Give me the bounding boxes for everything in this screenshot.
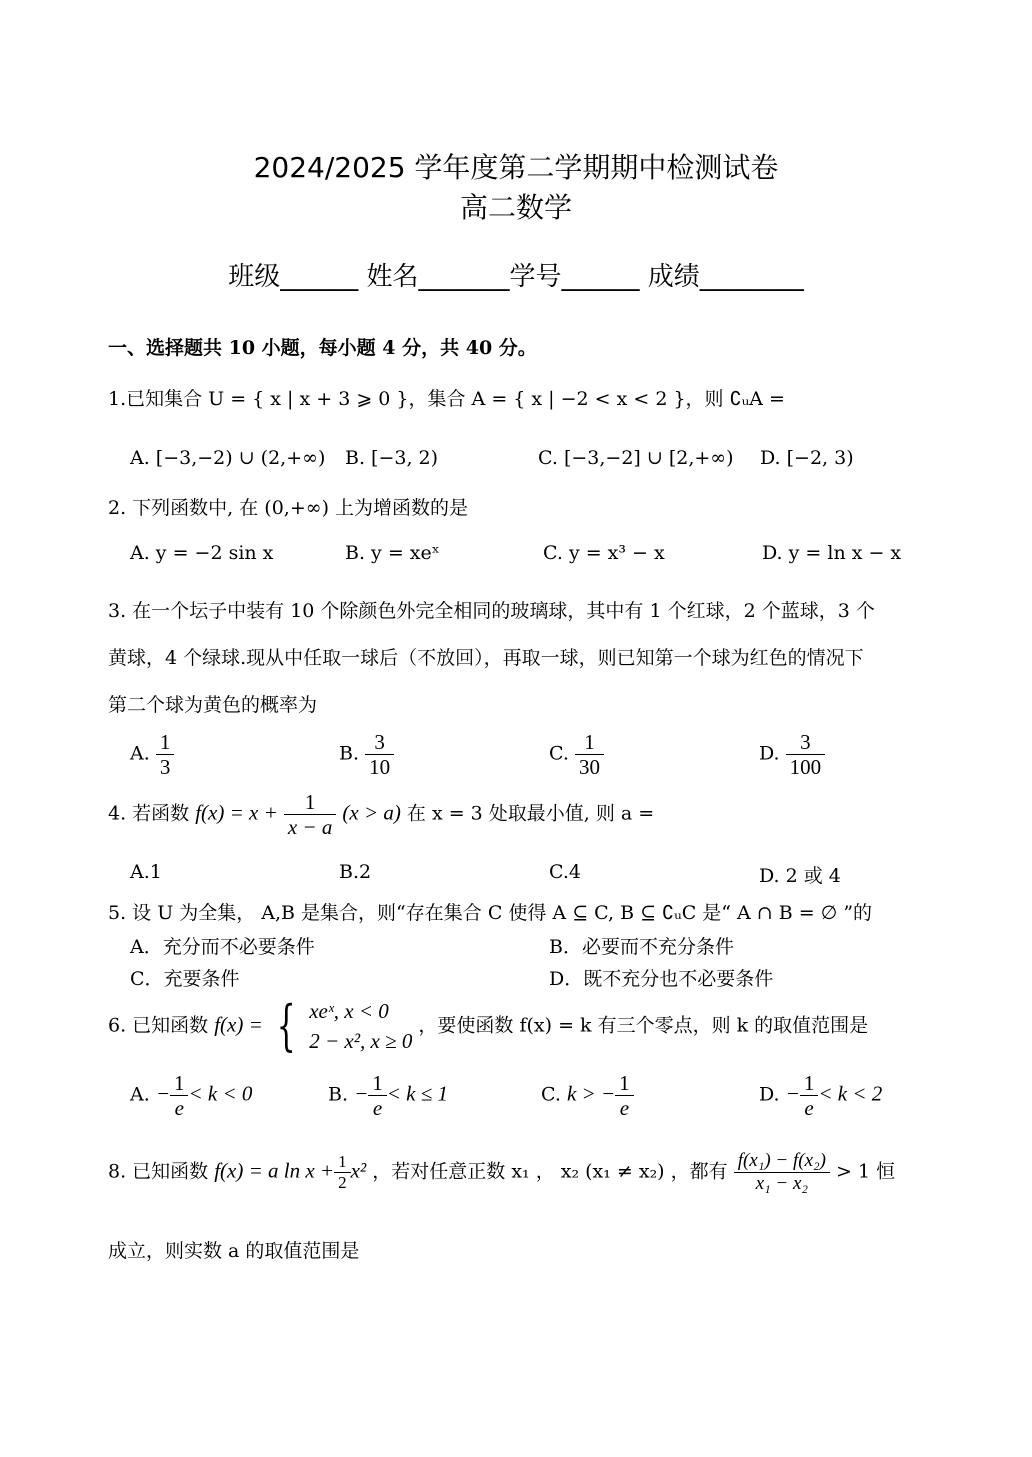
question-1-option-c: C. [−3,−2] ∪ [2,+∞) [538, 447, 734, 469]
question-3-line-1: 3. 在一个坛子中装有 10 个除颜色外完全相同的玻璃球，其中有 1 个红球，2 个蓝球，3 个 [108, 600, 875, 622]
question-2-option-c: C. y = x³ − x [543, 542, 665, 564]
question-4-stem [108, 790, 654, 839]
question-6-function: f(x) = [214, 1012, 263, 1037]
question-6-option-c [541, 1071, 634, 1120]
numerator: 1 [368, 1071, 387, 1096]
question-2-option-a: A. y = −2 sin x [130, 542, 274, 564]
option-label: C. [541, 1083, 561, 1106]
question-3-line-3: 第二个球为黄色的概率为 [108, 694, 318, 716]
option-label: C. [549, 742, 569, 765]
question-3-line-2: 黄球，4 个绿球.现从中任取一球后（不放回），再取一球，则已知第一个球为红色的情况下 [108, 647, 864, 669]
question-1-stem: 1.已知集合 U = { x | x + 3 ⩾ 0 }，集合 A = { x | −2 < x < 2 }，则 ∁ᵤA = [108, 388, 785, 410]
question-3-option-b [339, 730, 394, 779]
question-8-prefix: 8. 已知函数 [108, 1160, 209, 1183]
fraction [368, 1071, 387, 1120]
question-3-option-c [549, 730, 604, 779]
denominator: e [619, 1096, 630, 1121]
question-5-option-a: A．充分而不必要条件 [130, 936, 315, 958]
question-8-stem [108, 1150, 895, 1195]
denominator: x − a [287, 815, 333, 840]
fraction [284, 790, 337, 839]
question-4-option-a: A.1 [130, 861, 162, 883]
left-brace-icon: { [276, 994, 296, 1058]
question-5-option-d: D．既不充分也不必要条件 [549, 968, 774, 990]
question-6-option-b [328, 1071, 448, 1120]
question-8-middle: ，若对任意正数 x₁ ， x₂ (x₁ ≠ x₂) ，都有 [372, 1160, 728, 1183]
option-label: B. [339, 742, 360, 765]
numerator: 1 [156, 730, 175, 755]
difference-quotient [734, 1150, 830, 1195]
option-suffix: < k ≤ 1 [386, 1081, 449, 1106]
question-2-option-b: B. y = xeˣ [345, 542, 440, 564]
option-label: D. [759, 1083, 780, 1106]
fraction [156, 730, 175, 779]
option-prefix: k > − [566, 1081, 616, 1106]
denominator: 3 [159, 755, 171, 780]
numerator: 1 [170, 1071, 189, 1096]
question-5-option-b: B．必要而不充分条件 [549, 936, 734, 958]
case-2: 2 − x², x ≥ 0 [309, 1029, 413, 1054]
denominator: e [804, 1096, 814, 1121]
option-prefix: − [155, 1081, 170, 1106]
question-1-option-a: A. [−3,−2) ∪ (2,+∞) [130, 447, 326, 469]
denominator: e [372, 1096, 383, 1121]
numerator: 1 [800, 1071, 819, 1096]
option-label: A. [130, 742, 150, 765]
numerator: 3 [365, 730, 394, 755]
question-6-stem [108, 996, 868, 1057]
piecewise-cases [309, 996, 412, 1057]
question-4-suffix: 在 x = 3 处取最小值, 则 a = [406, 802, 655, 825]
half-fraction [334, 1152, 351, 1192]
question-2-stem: 2. 下列函数中, 在 (0,+∞) 上为增函数的是 [108, 497, 469, 519]
question-4-function: f(x) = x + [195, 800, 278, 825]
option-label: A. [130, 1083, 150, 1106]
question-3-option-d [759, 730, 825, 779]
fraction [786, 730, 826, 779]
case-1: xeˣ, x < 0 [309, 999, 389, 1023]
question-5-stem: 5. 设 U 为全集， A,B 是集合，则“存在集合 C 使得 A ⊆ C, B ⊆ ∁ᵤC 是“ A ∩ B = ∅ ”的 [108, 902, 873, 924]
question-8-function: f(x) = a ln x + [214, 1158, 335, 1183]
denominator: 2 [338, 1172, 347, 1192]
numerator: 1 [334, 1152, 351, 1173]
denominator: x₁ − x₂ [755, 1172, 809, 1194]
fraction [170, 1071, 189, 1120]
option-prefix: − [785, 1081, 800, 1106]
question-6-prefix: 6. 已知函数 [108, 1014, 209, 1037]
option-label: D. [759, 742, 780, 765]
question-8-suffix: > 1 恒 [836, 1160, 896, 1183]
fraction [575, 730, 604, 779]
option-suffix: < k < 0 [188, 1081, 253, 1106]
numerator: 1 [615, 1071, 634, 1096]
option-prefix: − [354, 1081, 369, 1106]
option-label: B. [328, 1083, 349, 1106]
question-4-option-b: B.2 [339, 861, 372, 883]
question-1-option-b: B. [−3, 2) [345, 447, 439, 469]
fraction [800, 1071, 819, 1120]
student-info-line: 班级______ 姓名_______学号______ 成绩________ [228, 262, 804, 292]
question-4-prefix: 4. 若函数 [108, 802, 190, 825]
question-4-option-d: D. 2 或 4 [759, 865, 841, 887]
question-1-option-d: D. [−2, 3) [760, 447, 854, 469]
x-squared: x² [350, 1158, 367, 1183]
denominator: 10 [369, 755, 391, 780]
exam-title: 2024/2025 学年度第二学期期中检测试卷 [253, 151, 779, 184]
denominator: 100 [789, 755, 822, 780]
question-6-option-d [759, 1071, 882, 1120]
denominator: e [174, 1096, 184, 1121]
exam-subject: 高二数学 [459, 191, 572, 224]
question-4-option-c: C.4 [549, 861, 581, 883]
numerator: 1 [575, 730, 604, 755]
question-6-suffix: ，要使函数 f(x) = k 有三个零点，则 k 的取值范围是 [418, 1014, 869, 1037]
fraction [615, 1071, 634, 1120]
numerator: f(x₁) − f(x₂) [734, 1150, 830, 1173]
section-heading: 一、选择题共 10 小题，每小题 4 分，共 40 分。 [108, 337, 537, 359]
numerator: 1 [284, 790, 337, 815]
question-2-option-d: D. y = ln x − x [762, 542, 902, 564]
fraction [365, 730, 394, 779]
denominator: 30 [578, 755, 600, 780]
numerator: 3 [786, 730, 826, 755]
question-8-line-2: 成立，则实数 a 的取值范围是 [108, 1240, 360, 1262]
question-5-option-c: C．充要条件 [130, 968, 240, 990]
option-suffix: < k < 2 [818, 1081, 883, 1106]
question-4-condition: (x > a) [342, 800, 401, 825]
question-3-option-a [130, 730, 174, 779]
question-6-option-a [130, 1071, 252, 1120]
